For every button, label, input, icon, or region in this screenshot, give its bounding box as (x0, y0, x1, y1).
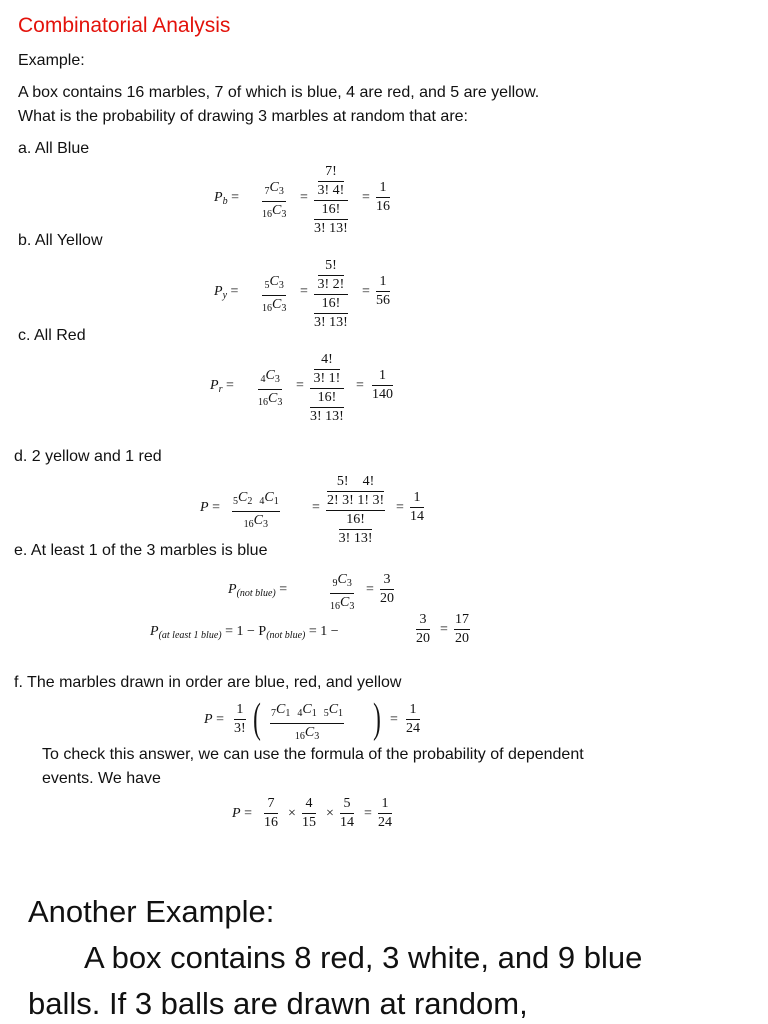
another-example-heading: Another Example: (28, 894, 275, 929)
part-b-label: b. All Yellow (18, 232, 103, 249)
part-c-label: c. All Red (18, 327, 86, 344)
problem-line-1: A box contains 16 marbles, 7 of which is blue, 4 are red, and 5 are yellow. (18, 84, 540, 101)
part-d-label: d. 2 yellow and 1 red (14, 448, 162, 465)
another-example-line-2: balls. If 3 balls are drawn at random, (28, 986, 528, 1021)
page-title: Combinatorial Analysis (18, 14, 231, 37)
check-line-2: events. We have (42, 770, 161, 787)
part-a-label: a. All Blue (18, 140, 90, 157)
part-e-label: e. At least 1 of the 3 marbles is blue (14, 542, 268, 559)
example-label: Example: (18, 52, 85, 69)
problem-line-2: What is the probability of drawing 3 marbles at random that are: (18, 108, 468, 125)
check-line-1: To check this answer, we can use the formula of the probability of dependent (42, 746, 584, 763)
another-example-line-1: A box contains 8 red, 3 white, and 9 blue (84, 940, 643, 975)
part-f-label: f. The marbles drawn in order are blue, red, and yellow (14, 674, 402, 691)
